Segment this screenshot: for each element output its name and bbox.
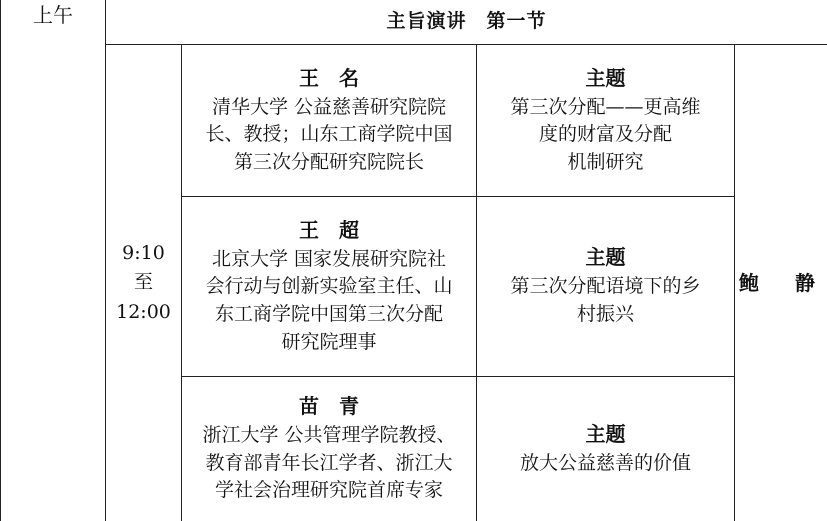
topic-label-3: 主题 (585, 421, 626, 446)
speaker-name-3: 苗 青 (299, 394, 359, 419)
time-cell (105, 44, 182, 521)
topic-cell-3 (476, 376, 735, 521)
speaker-affiliation-2: 北京大学 国家发展研究院社 会行动与创新实验室主任、山 东工商学院中国第三次分配 研究院理事 (205, 247, 453, 353)
host-name: 鲍 静 (739, 270, 823, 295)
topic-label-2: 主题 (585, 245, 626, 270)
topic-text-2: 第三次分配语境下的乡 村振兴 (510, 275, 701, 325)
topic-cell-2 (476, 196, 735, 377)
speaker-name-2: 王 超 (299, 217, 359, 242)
speaker-affiliation-3: 浙江大学 公共管理学院教授、 教育部青年长江学者、浙江大 学社会治理研究院首席专家 (202, 424, 456, 502)
speaker-affiliation-1: 清华大学 公益慈善研究院院 长、教授；山东工商学院中国 第三次分配研究院院长 (205, 95, 453, 173)
speaker-cell-1 (181, 44, 477, 197)
period-label: 上午 (33, 3, 73, 27)
topic-cell-1 (476, 44, 735, 197)
session-title-cell (105, 0, 827, 45)
topic-text-1: 第三次分配——更高维 度的财富及分配 机制研究 (510, 95, 701, 173)
speaker-cell-2 (181, 196, 477, 377)
speaker-name-1: 王 名 (299, 65, 359, 90)
speaker-cell-3 (181, 376, 477, 521)
session-title: 主旨演讲 第一节 (386, 10, 547, 33)
host-cell (734, 44, 827, 521)
period-cell (0, 0, 106, 521)
topic-label-1: 主题 (585, 65, 626, 90)
topic-text-3: 放大公益慈善的价值 (519, 451, 691, 474)
time-range: 9:10 至 12:00 (116, 241, 171, 323)
